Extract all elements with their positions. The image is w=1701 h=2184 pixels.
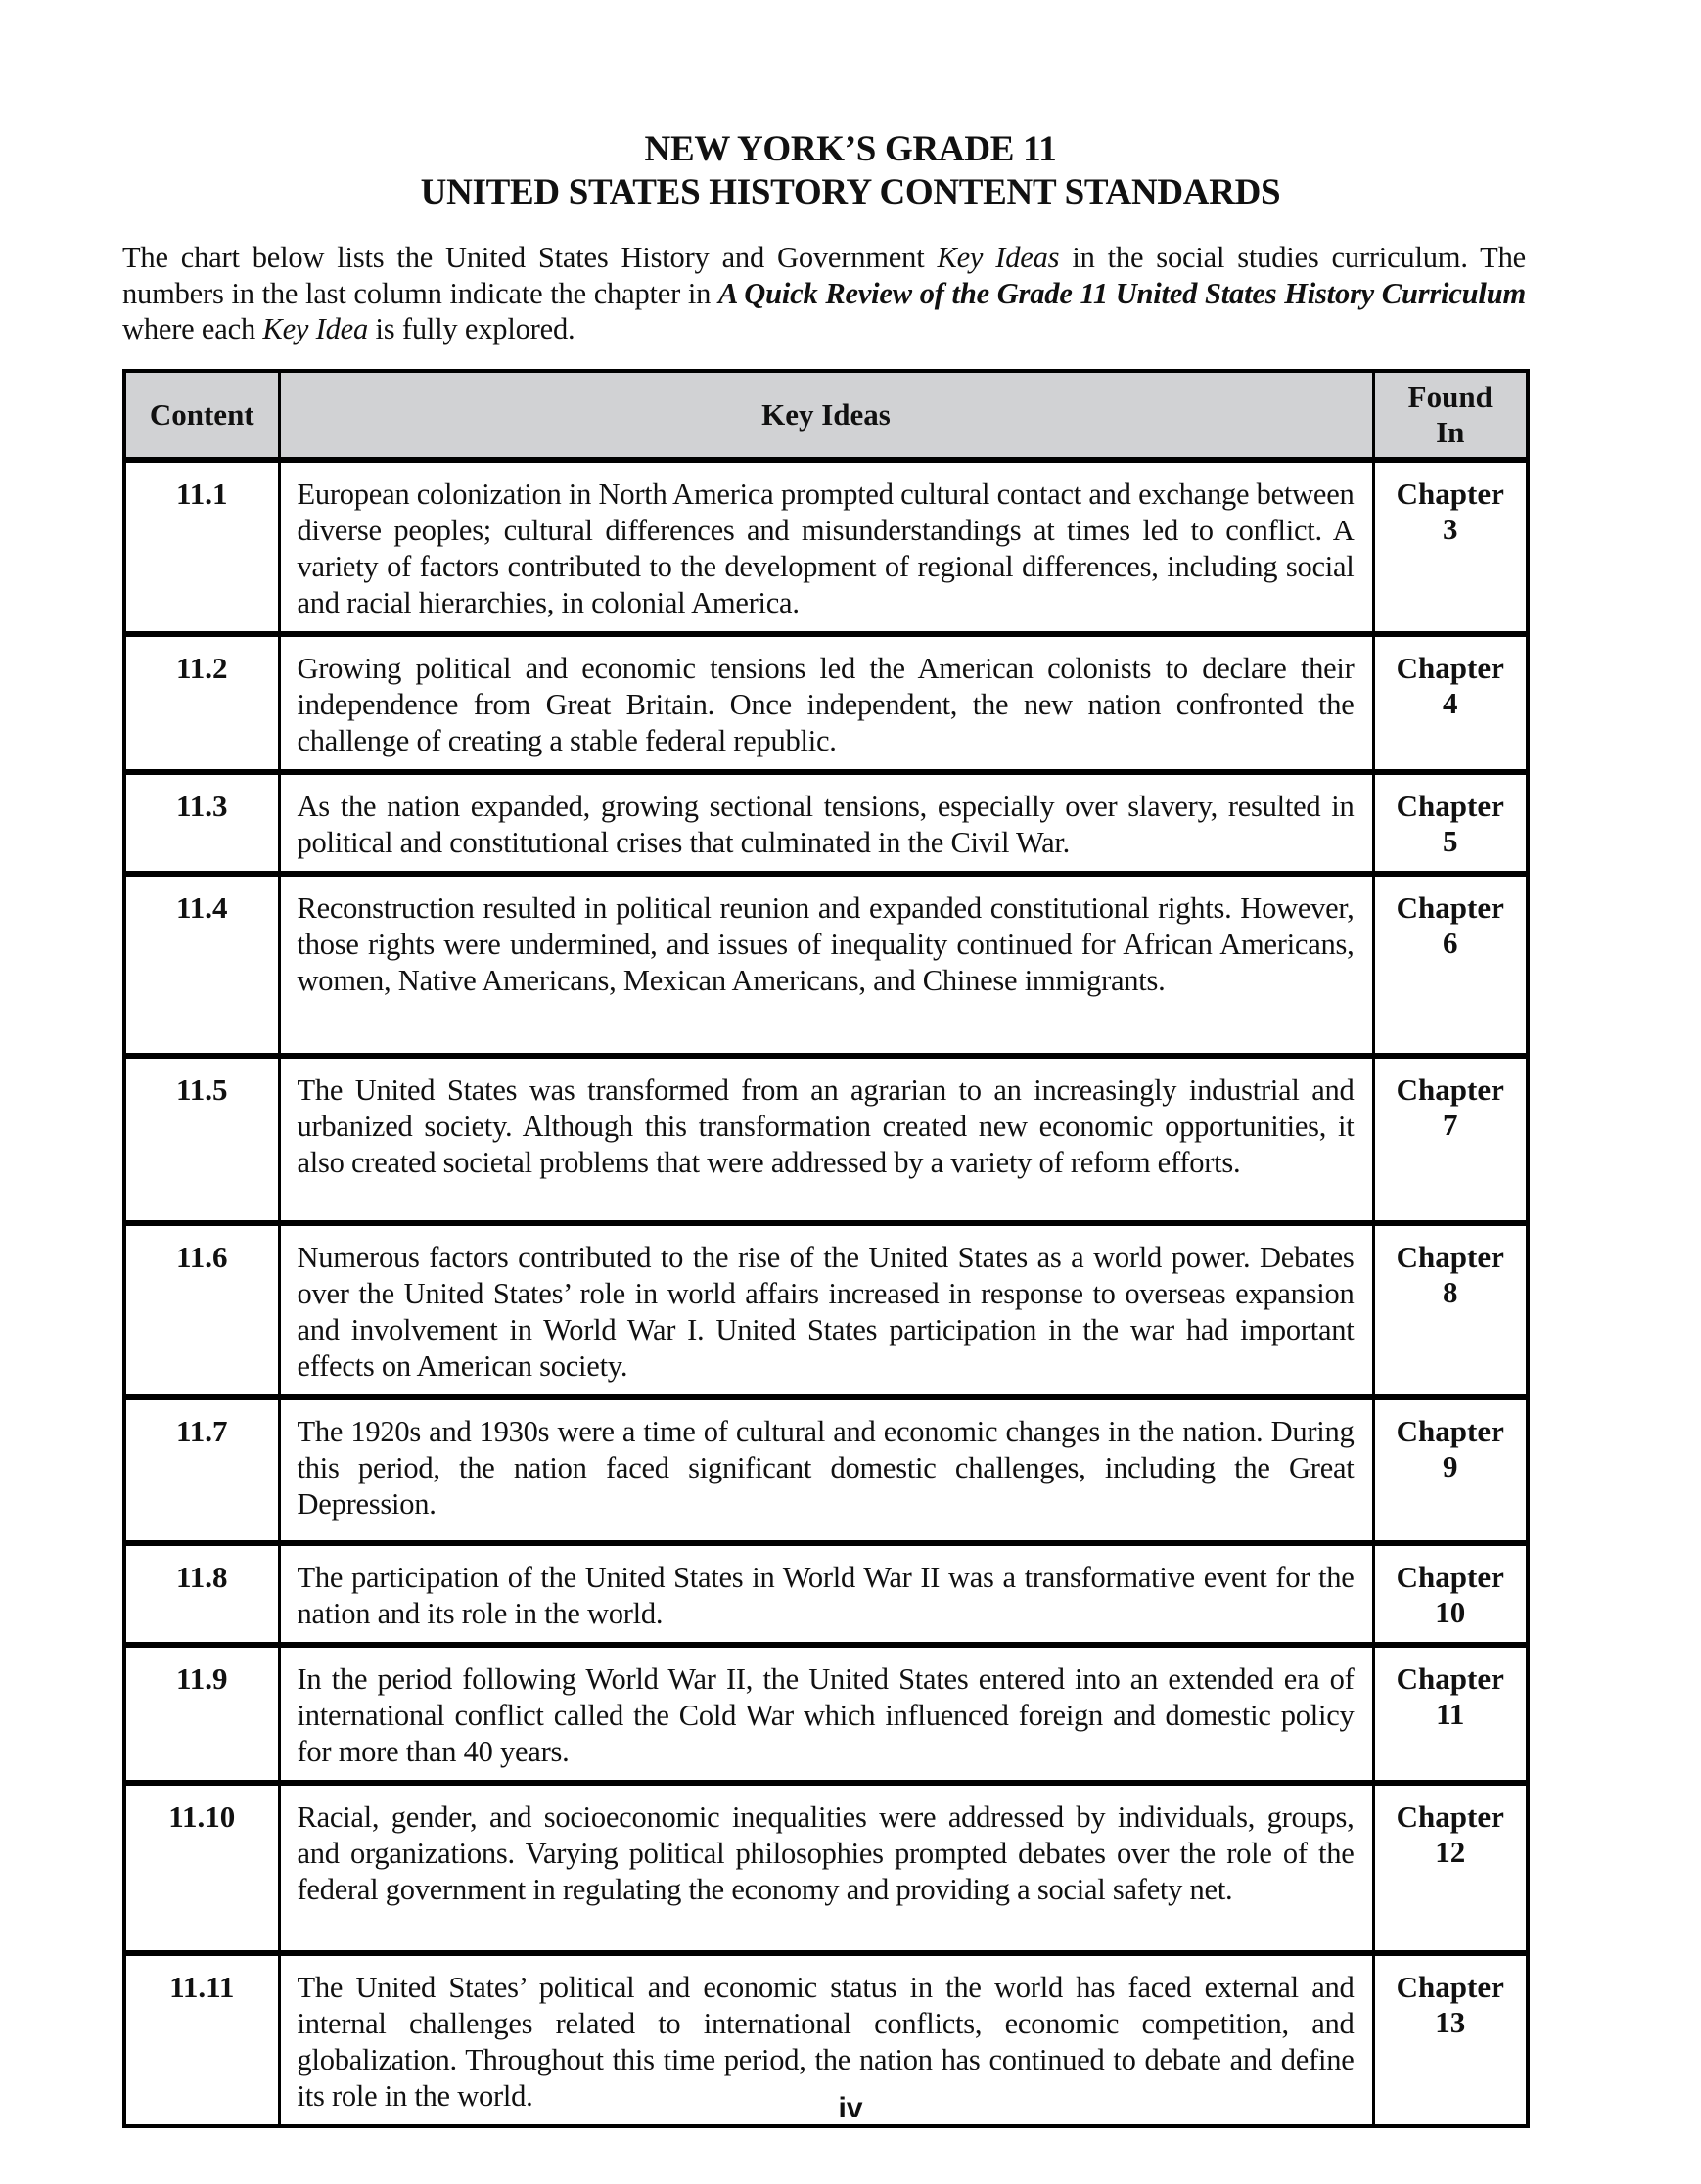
intro-text-4: is fully explored. [368,312,575,345]
header-key-ideas: Key Ideas [279,371,1373,460]
key-idea-text: As the nation expanded, growing sectional tensions, especially over slavery, resulted in political and constitutional crises that culminated in the Civil War. [279,772,1373,874]
chapter-number: 11 [1436,1697,1465,1731]
table-body [124,460,1528,2126]
key-idea-text: In the period following World War II, the United States entered into an extended era of international conflict called the Cold War which influenced foreign and domestic policy for more than 40 years. [279,1645,1373,1783]
table-row [124,874,1528,1056]
content-number: 11.5 [124,1056,279,1223]
table-row [124,1645,1528,1783]
intro-text-1: The chart below lists the United States History and Government [122,241,938,274]
table-header-row [124,371,1528,460]
chapter-number: 4 [1443,686,1458,720]
chapter-label: Chapter [1396,477,1504,511]
chapter-label: Chapter [1396,1560,1504,1594]
chapter-number: 9 [1443,1449,1458,1483]
chapter-label: Chapter [1396,789,1504,823]
content-number: 11.8 [124,1543,279,1645]
page-title [0,128,1701,214]
chapter-reference [1373,772,1528,874]
chapter-label: Chapter [1396,1240,1504,1274]
intro-text-2: in the social studies curriculum. The numbers in the last column indicate the chapter in [122,241,1526,310]
key-idea-text: The United States’ political and economic status in the world has faced external and internal challenges related to international conflicts, economic competition, and globalization. Throughout this time period, the nation has continued to debate and define its role in the world. [279,1953,1373,2126]
content-number: 11.1 [124,460,279,634]
intro-text-3: where each [122,312,263,345]
chapter-number: 5 [1443,824,1458,858]
table-row [124,1397,1528,1543]
chapter-number: 7 [1443,1108,1458,1142]
chapter-reference [1373,1056,1528,1223]
key-idea-text: The 1920s and 1930s were a time of cultural and economic changes in the nation. During this period, the nation faced significant domestic challenges, including the Great Depression. [279,1397,1373,1543]
title-line-1: NEW YORK’S GRADE 11 [644,129,1057,169]
content-number: 11.4 [124,874,279,1056]
chapter-label: Chapter [1396,1970,1504,2004]
chapter-reference [1373,1397,1528,1543]
table-row [124,460,1528,634]
key-idea-text: The participation of the United States in World War II was a transformative event for the nation and its role in the world. [279,1543,1373,1645]
chapter-reference [1373,1783,1528,1953]
chapter-number: 13 [1435,2005,1466,2039]
standards-table [122,369,1530,2128]
chapter-reference [1373,1543,1528,1645]
intro-paragraph [122,240,1526,347]
key-idea-text: European colonization in North America prompted cultural contact and exchange between diverse peoples; cultural differences and misunderstandings at times led to conflict. A variety of factors contributed to the development of regional differences, including social and racial hierarchies, in colonial America. [279,460,1373,634]
table-row [124,1223,1528,1397]
key-idea-text: Racial, gender, and socioeconomic inequalities were addressed by individuals, groups, and organizations. Varying political philosophies prompted debates over the role of the federal government in regulating the economy and providing a social safety net. [279,1783,1373,1953]
chapter-label: Chapter [1396,890,1504,925]
chapter-label: Chapter [1396,1661,1504,1696]
chapter-number: 8 [1443,1275,1458,1309]
content-number: 11.3 [124,772,279,874]
chapter-reference [1373,874,1528,1056]
header-found-in-line2: In [1436,415,1465,449]
intro-key-ideas: Key Ideas [937,241,1060,274]
table-row [124,772,1528,874]
chapter-number: 3 [1443,512,1458,546]
content-number: 11.11 [124,1953,279,2126]
page-number: iv [838,2092,863,2124]
key-idea-text: Numerous factors contributed to the rise of the United States as a world power. Debates over the United States’ role in world affairs increased in response to overseas expansion and involvement in World War I. United States participation in the war had important effects on American society. [279,1223,1373,1397]
title-line-2: UNITED STATES HISTORY CONTENT STANDARDS [420,172,1281,212]
content-number: 11.10 [124,1783,279,1953]
key-idea-text: Growing political and economic tensions led the American colonists to declare their independence from Great Britain. Once independent, the new nation confronted the challenge of creating a stable federal republic. [279,634,1373,772]
chapter-number: 6 [1443,926,1458,960]
chapter-label: Chapter [1396,1414,1504,1448]
header-found-in [1373,371,1528,460]
table-row [124,1783,1528,1953]
chapter-label: Chapter [1396,651,1504,685]
header-found-in-line1: Found [1407,380,1493,414]
table-row [124,634,1528,772]
content-number: 11.7 [124,1397,279,1543]
table-row [124,1056,1528,1223]
key-idea-text: The United States was transformed from an agrarian to an increasingly industrial and urbanized society. Although this transformation created new economic opportunities, it also created societal problems that were addressed by a variety of reform efforts. [279,1056,1373,1223]
content-number: 11.9 [124,1645,279,1783]
chapter-reference [1373,1645,1528,1783]
chapter-reference [1373,460,1528,634]
chapter-label: Chapter [1396,1799,1504,1834]
content-number: 11.6 [124,1223,279,1397]
chapter-number: 10 [1435,1595,1466,1629]
intro-book-title: A Quick Review of the Grade 11 United States History Curriculum [718,276,1526,310]
key-idea-text: Reconstruction resulted in political reunion and expanded constitutional rights. However, those rights were undermined, and issues of inequality continued for African Americans, women, Native Americans, Mexican Americans, and Chinese immigrants. [279,874,1373,1056]
table-row [124,1543,1528,1645]
chapter-number: 12 [1435,1835,1466,1869]
chapter-reference [1373,634,1528,772]
chapter-label: Chapter [1396,1072,1504,1107]
header-content: Content [124,371,279,460]
intro-key-idea: Key Idea [262,312,369,345]
content-number: 11.2 [124,634,279,772]
chapter-reference [1373,1223,1528,1397]
